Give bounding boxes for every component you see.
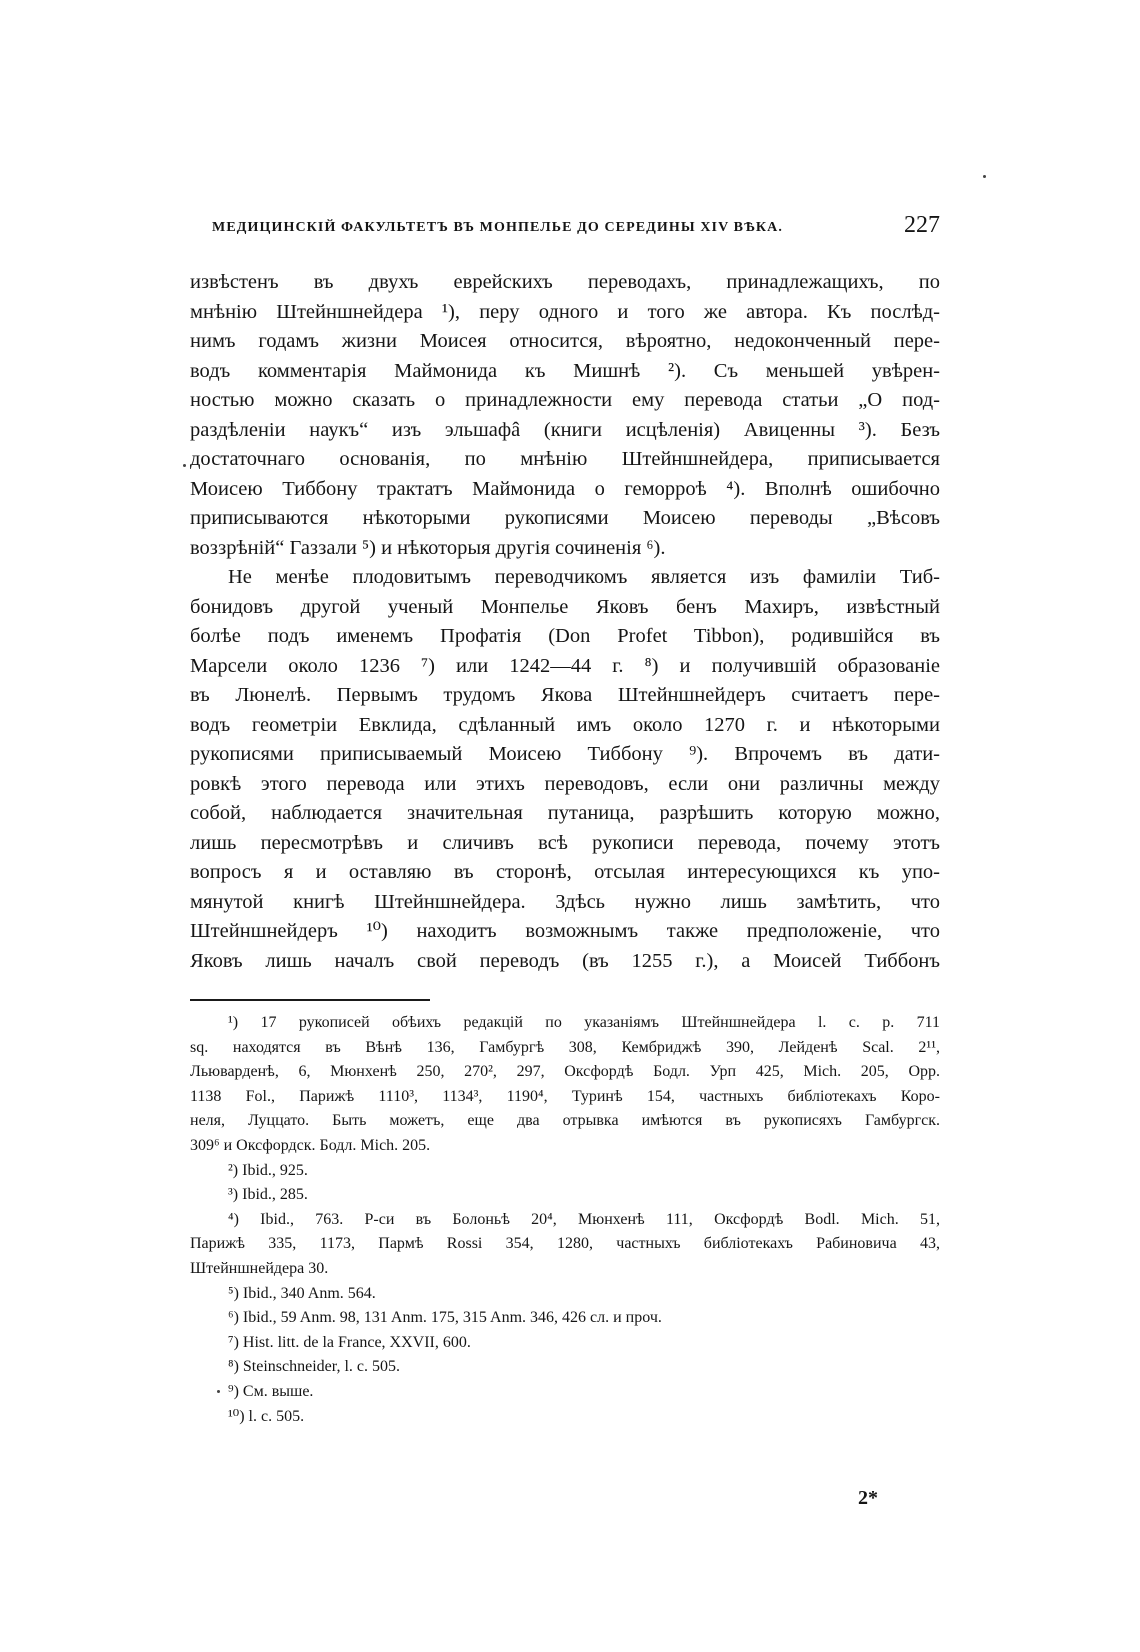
- print-speck: [217, 1390, 220, 1393]
- text-line: воззрѣнiй“ Газзали ⁵) и нѣкоторыя другiя сочиненiя ⁶).: [190, 536, 666, 559]
- footnote-line: Штейншнейдера 30.: [190, 1259, 329, 1277]
- text-line: водъ геометрiи Евклида, сдѣланный имъ около 1270 г. и нѣкоторыми: [190, 713, 940, 736]
- text-line: лишь пересмотрѣвъ и сличивъ всѣ рукописи перевода, почему этотъ: [190, 831, 940, 854]
- running-head: МЕДИЦИНСКIЙ ФАКУЛЬТЕТЪ ВЪ МОНПЕЛЬЕ ДО СЕРЕДИНЫ XIV ВѢКА.: [212, 220, 783, 235]
- text-line: болѣе подъ именемъ Профатiя (Don Profet Tibbon), родившiйся въ: [190, 625, 940, 647]
- text-line: мнѣнiю Штейншнейдера ¹), перу одного и того же автора. Къ послѣд-: [190, 300, 940, 323]
- footnote-line: Льюварденѣ, 6, Мюнхенѣ 250, 270², 297, Оксфордѣ Бодл. Урп 425, Mich. 205, Opp.: [190, 1063, 940, 1081]
- footnote-line: ⁷) Hist. litt. de la France, XXVII, 600.: [228, 1333, 471, 1351]
- text-line: извѣстенъ въ двухъ еврейскихъ переводахъ, принадлежащихъ, по: [190, 271, 940, 293]
- footnote-line: ²) Ibid., 925.: [228, 1161, 308, 1179]
- text-line: Не менѣе плодовитымъ переводчикомъ является изъ фамилiи Тиб-: [228, 566, 940, 588]
- text-line: Штейншнейдеръ ¹⁰) находитъ возможнымъ также предположенiе, что: [190, 920, 940, 942]
- footnote-line: ⁹) См. выше.: [228, 1382, 314, 1400]
- print-speck: [183, 464, 186, 467]
- signature-mark: 2*: [858, 1487, 878, 1509]
- text-line: бонидовъ другой ученый Монпелье Яковъ бенъ Махиръ, извѣстный: [190, 595, 940, 618]
- footnote-line: ⁸) Steinschneider, l. c. 505.: [228, 1358, 401, 1376]
- footnote-line: неля, Луццато. Быть можетъ, еще два отрывка имѣются въ рукописяхъ Гамбургск.: [190, 1112, 940, 1130]
- text-line: ностью можно сказать о принадлежности ему перевода статьи „О под-: [190, 389, 940, 411]
- footnote-line: Парижѣ 335, 1173, Пармѣ Rossi 354, 1280, частныхъ библiотекахъ Рабиновича 43,: [190, 1235, 940, 1253]
- text-line: собой, наблюдается значительная путаница, разрѣшить которую можно,: [190, 802, 940, 824]
- footnote-line: ⁴) Ibid., 763. Р-си въ Болоньѣ 20⁴, Мюнхенѣ 111, Оксфордѣ Bodl. Mich. 51,: [228, 1210, 940, 1228]
- print-speck: [983, 175, 986, 178]
- footnote-line: sq. находятся въ Вѣнѣ 136, Гамбургѣ 308, Кембриджѣ 390, Лейденѣ Scal. 2¹¹,: [190, 1038, 940, 1056]
- text-line: достаточнаго основанiя, по мнѣнiю Штейншнейдера, приписывается: [190, 448, 940, 470]
- footnote-separator: [190, 999, 430, 1001]
- footnote-line: 309⁶ и Оксфордск. Бодл. Mich. 205.: [190, 1136, 431, 1154]
- footnote-line: 1138 Fol., Парижѣ 1110³, 1134³, 1190⁴, Туринѣ 154, частныхъ библiотекахъ Коро-: [190, 1087, 940, 1105]
- text-line: Моисею Тиббону трактатъ Маймонида о геморроѣ ⁴). Вполнѣ ошибочно: [190, 477, 940, 500]
- page-number: 227: [904, 212, 940, 238]
- text-line: рукописями приписываемый Моисею Тиббону ⁹). Впрочемъ въ дати-: [190, 743, 940, 765]
- page-header: [212, 212, 940, 246]
- footnote-line: ⁶) Ibid., 59 Anm. 98, 131 Anm. 175, 315 Anm. 346, 426 сл. и проч.: [228, 1309, 662, 1327]
- text-line: вопросъ я и оставляю въ сторонѣ, отсылая интересующихся къ упо-: [190, 861, 940, 883]
- text-line: водъ комментарiя Маймонида къ Мишнѣ ²). Съ меньшей увѣрен-: [190, 359, 940, 382]
- text-line: нимъ годамъ жизни Моисея относится, вѣроятно, недоконченный пере-: [190, 330, 940, 352]
- text-line: раздѣленiи наукъ“ изъ эльшафâ (книги исцѣленiя) Авиценны ³). Безъ: [190, 418, 940, 441]
- footnote-line: ⁵) Ibid., 340 Anm. 564.: [228, 1284, 376, 1302]
- text-line: ровкѣ этого перевода или этихъ переводовъ, если они различны между: [190, 772, 940, 795]
- text-line: приписываются нѣкоторыми рукописями Моисею переводы „Вѣсовъ: [190, 507, 940, 529]
- text-line: въ Люнелѣ. Первымъ трудомъ Якова Штейншнейдеръ считаетъ пере-: [190, 684, 940, 706]
- footnote-line: ¹⁰) l. c. 505.: [228, 1407, 305, 1425]
- text-line: Марсели около 1236 ⁷) или 1242—44 г. ⁸) и получившiй образованiе: [190, 654, 940, 677]
- footnote-line: ¹) 17 рукописей обѣихъ редакцiй по указанiямъ Штейншнейдера l. c. p. 711: [228, 1014, 940, 1031]
- footnote-line: ³) Ibid., 285.: [228, 1186, 308, 1204]
- footnotes: [190, 1011, 940, 1429]
- main-text: [190, 268, 940, 976]
- text-line: Яковъ лишь началъ свой переводъ (въ 1255 г.), а Моисей Тиббонъ: [190, 949, 940, 972]
- text-line: мянутой книгѣ Штейншнейдера. Здѣсь нужно лишь замѣтить, что: [190, 890, 940, 913]
